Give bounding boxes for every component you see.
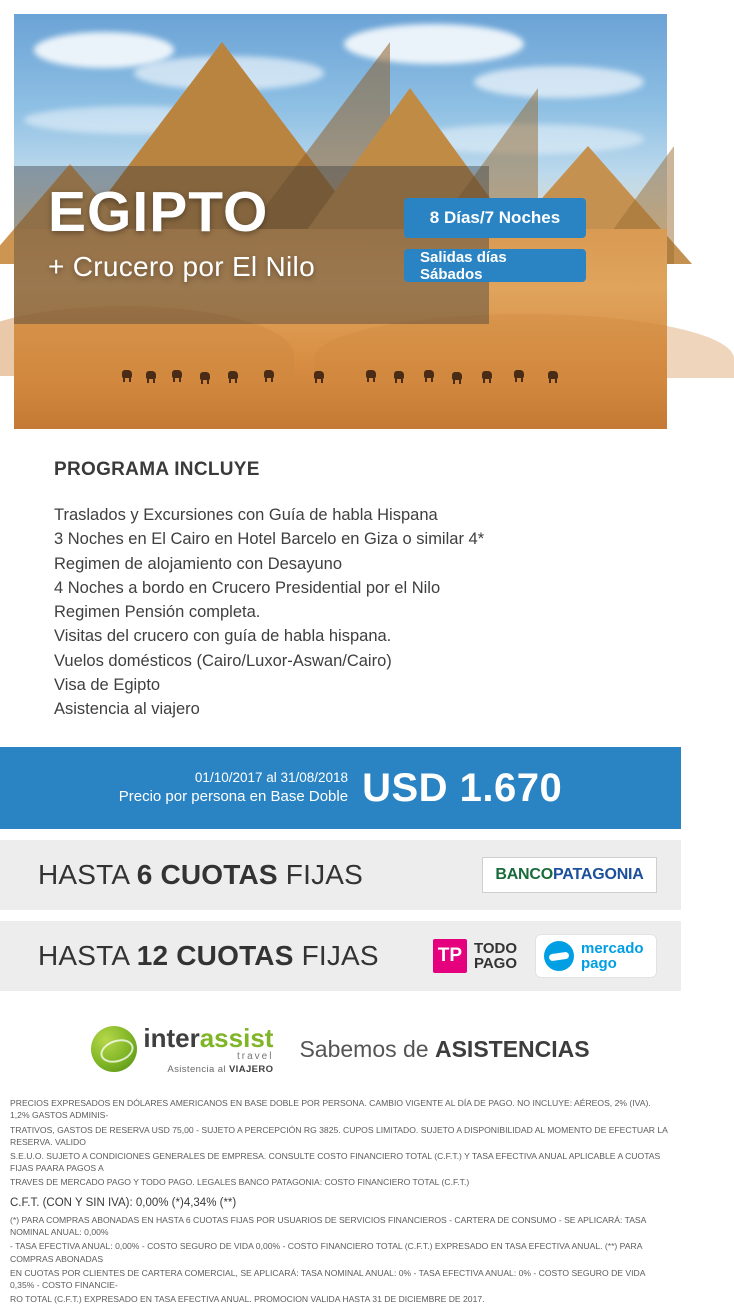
installments-prefix: HASTA <box>38 859 137 891</box>
price-details <box>119 769 348 807</box>
page-title: EGIPTO <box>48 180 269 244</box>
legal-disclaimer <box>0 1097 681 1315</box>
interassist-travel: travel <box>237 1050 274 1062</box>
program-section <box>0 459 681 721</box>
interassist-assist: assist <box>199 1022 274 1053</box>
banco-patagonia-logo <box>482 857 657 893</box>
legal-line: PRECIOS EXPRESADOS EN DÓLARES AMERICANOS EN BASE DOBLE POR PERSONA. CAMBIO VIGENTE AL DÍA DE PAGO. NO INCLUYE: AÉREOS, 2% (IVA). 1,2% GASTOS ADMINIS- <box>10 1098 651 1121</box>
list-item: Regimen Pensión completa. <box>54 603 261 621</box>
globe-icon <box>91 1026 137 1072</box>
assistance-slogan-bold: ASISTENCIAS <box>434 1035 590 1062</box>
todo-pago-mark: TP <box>433 939 467 973</box>
assistance-slogan-light: Sabemos de <box>299 1035 435 1062</box>
installments-logos <box>433 934 657 978</box>
interassist-inter: inter <box>143 1022 200 1053</box>
installments-count: 6 CUOTAS <box>136 859 278 891</box>
camel-silhouette <box>548 371 558 379</box>
camel-silhouette <box>452 372 462 380</box>
installments-suffix: FIJAS <box>277 859 364 891</box>
price-validity-dates: 01/10/2017 al 31/08/2018 <box>194 770 349 786</box>
list-item: Visa de Egipto <box>54 675 161 694</box>
legal-line: TRAVES DE MERCADO PAGO Y TODO PAGO. LEGALES BANCO PATAGONIA: COSTO FINANCIERO TOTAL (C.F.T.) <box>10 1177 470 1188</box>
camel-silhouette <box>172 370 182 378</box>
todo-pago-logo <box>433 939 517 973</box>
list-item: Traslados y Excursiones con Guía de habla Hispana <box>54 506 438 524</box>
list-item: 3 Noches en El Cairo en Hotel Barcelo en Giza o similar 4* <box>54 530 485 549</box>
price-bar <box>0 747 681 829</box>
installments-count: 12 CUOTAS <box>136 940 294 972</box>
mercado-pago-logo <box>535 934 657 978</box>
legal-line: EN CUOTAS POR CLIENTES DE CARTERA COMERCIAL, SE APLICARÁ: TASA NOMINAL ANUAL: 0% - TASA EFECTIVA ANUAL: 0% - COSTO SEGURO DE VIDA 0,35% - COSTO FINANCIE- <box>10 1267 645 1291</box>
banco-patagonia-word2: PATAGONIA <box>553 866 644 884</box>
installments-row-12 <box>0 921 681 991</box>
camel-silhouette <box>264 370 274 378</box>
camel-silhouette <box>424 370 434 378</box>
legal-line: TRATIVOS, GASTOS DE RESERVA USD 75,00 - SUJETO A PERCEPCIÓN RG 3825. CUPOS LIMITADO. SUJETO A DISPONIBILIDAD AL MOMENTO DE EFECTUAR LA RESERVA. VALIDO <box>10 1124 668 1147</box>
list-item: Visitas del crucero con guía de habla hispana. <box>54 627 392 646</box>
interassist-wordmark <box>143 1022 274 1075</box>
camel-silhouette <box>146 371 156 379</box>
legal-cft: C.F.T. (CON Y SIN IVA): 0,00% (*)4,34% (**) <box>10 1196 237 1209</box>
camel-silhouette <box>394 371 404 379</box>
installments-suffix: FIJAS <box>293 940 379 972</box>
interassist-tagline-prefix: Asistencia al <box>167 1063 229 1075</box>
installments-logos <box>482 857 657 893</box>
todo-pago-line1: TODO <box>473 939 517 957</box>
promo-flyer <box>0 14 681 1305</box>
installments-row-6 <box>0 840 681 910</box>
hero-banner <box>14 14 667 429</box>
todo-pago-text <box>474 941 517 973</box>
mercado-pago-text <box>581 941 644 973</box>
program-list <box>54 503 627 721</box>
price-basis-note: Precio por persona en Base Doble <box>118 788 349 806</box>
program-heading: PROGRAMA INCLUYE <box>54 459 260 480</box>
handshake-icon <box>544 941 574 971</box>
legal-line: (*) PARA COMPRAS ABONADAS EN HASTA 6 CUOTAS FIJAS POR USUARIOS DE SERVICIOS FINANCIEROS - CARTERA DE CONSUMO - SE APLICARÁ: TASA NOMINAL ANUAL: 0,00% <box>10 1215 646 1238</box>
banco-patagonia-word1: BANCO <box>495 866 554 884</box>
camel-silhouette <box>366 370 376 378</box>
page-subtitle: + Crucero por El Nilo <box>48 251 315 282</box>
camel-silhouette <box>314 371 324 379</box>
camel-silhouette <box>200 372 210 380</box>
camel-silhouette <box>514 370 524 378</box>
assistance-slogan <box>299 1036 589 1063</box>
legal-line: - TASA EFECTIVA ANUAL: 0,00% - COSTO SEGURO DE VIDA 0,00% - COSTO FINANCIERO TOTAL (C.F.T.) EXPRESADO EN TASA EFECTIVA ANUAL. (**) PARA COMPRAS ABONADAS <box>10 1241 642 1264</box>
list-item: Vuelos domésticos (Cairo/Luxor-Aswan/Cairo) <box>54 651 392 670</box>
installments-label <box>38 859 363 891</box>
list-item: 4 Noches a bordo en Crucero Presidential por el Nilo <box>54 578 441 597</box>
badge-duration: 8 Días/7 Noches <box>404 198 586 238</box>
interassist-tagline-strong: VIAJERO <box>228 1063 274 1075</box>
badge-departures: Salidas días Sábados <box>404 249 586 282</box>
interassist-logo <box>91 1022 274 1075</box>
camel-silhouette <box>122 370 132 378</box>
list-item: Asistencia al viajero <box>54 700 200 718</box>
mercado-pago-line1: mercado <box>581 939 644 957</box>
legal-line: RO TOTAL (C.F.T.) EXPRESADO EN TASA EFECTIVA ANUAL. PROMOCION VALIDA HASTA 31 DE DICIEMBRE DE 2017. <box>10 1294 485 1305</box>
legal-line: S.E.U.O. SUJETO A CONDICIONES GENERALES DE EMPRESA. CONSULTE COSTO FINANCIERO TOTAL (C.F.T.) Y TASA EFECTIVA ANUAL APLICABLE A CUOTAS FIJAS PAARA PAGOS A <box>10 1151 661 1174</box>
interassist-name <box>143 1022 274 1053</box>
list-item: Regimen de alojamiento con Desayuno <box>54 554 343 573</box>
installments-label <box>38 940 379 972</box>
camel-silhouette <box>228 371 238 379</box>
assistance-section <box>0 1013 681 1085</box>
todo-pago-line2: PAGO <box>473 955 517 973</box>
price-amount: USD 1.670 <box>362 765 563 810</box>
mercado-pago-line2: pago <box>581 955 617 973</box>
camel-silhouette <box>482 371 492 379</box>
installments-prefix: HASTA <box>38 940 137 972</box>
interassist-tagline <box>143 1065 273 1075</box>
